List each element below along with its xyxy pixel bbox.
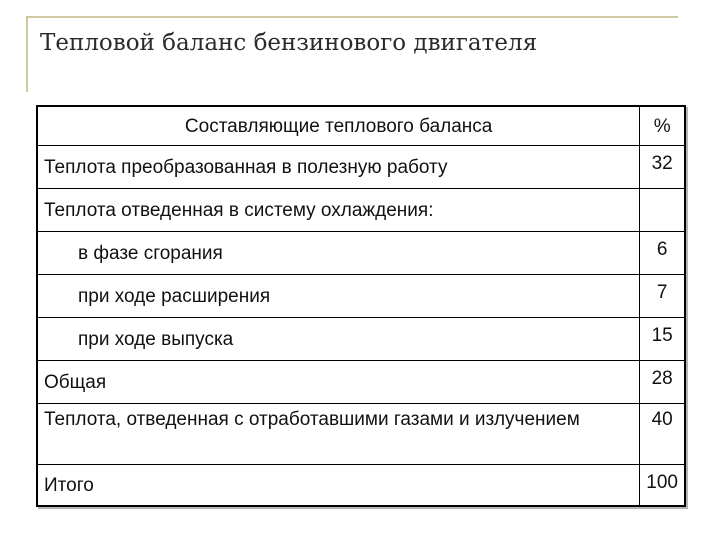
row-label: при ходе выпуска [37,318,640,361]
row-label: Общая [37,361,640,404]
table-row [37,404,685,465]
row-value: 100 [640,465,685,507]
header-percent: % [640,106,685,146]
table-row [37,465,685,507]
row-label: в фазе сгорания [37,232,640,275]
header-component: Составляющие теплового баланса [37,106,640,146]
row-value: 32 [640,146,685,189]
table-row [37,318,685,361]
row-label: Теплота преобразованная в полезную работу [37,146,640,189]
heat-balance-table [36,105,686,507]
row-value: 6 [640,232,685,275]
row-value: 7 [640,275,685,318]
table-row [37,275,685,318]
row-label: при ходе расширения [37,275,640,318]
row-label: Теплота отведенная в систему охлаждения: [37,189,640,232]
row-value: 28 [640,361,685,404]
table-header-row [37,106,685,146]
slide-title: Тепловой баланс бензинового двигателя [40,30,538,56]
table-row [37,146,685,189]
row-value: 40 [640,404,685,465]
table-row [37,361,685,404]
row-value [640,189,685,232]
table-row [37,189,685,232]
frame-top-line [26,16,678,18]
row-value: 15 [640,318,685,361]
row-label: Теплота, отведенная с отработавшими газами и излучением [37,404,640,465]
frame-left-line [26,16,28,92]
table-row [37,232,685,275]
row-label: Итого [37,465,640,507]
